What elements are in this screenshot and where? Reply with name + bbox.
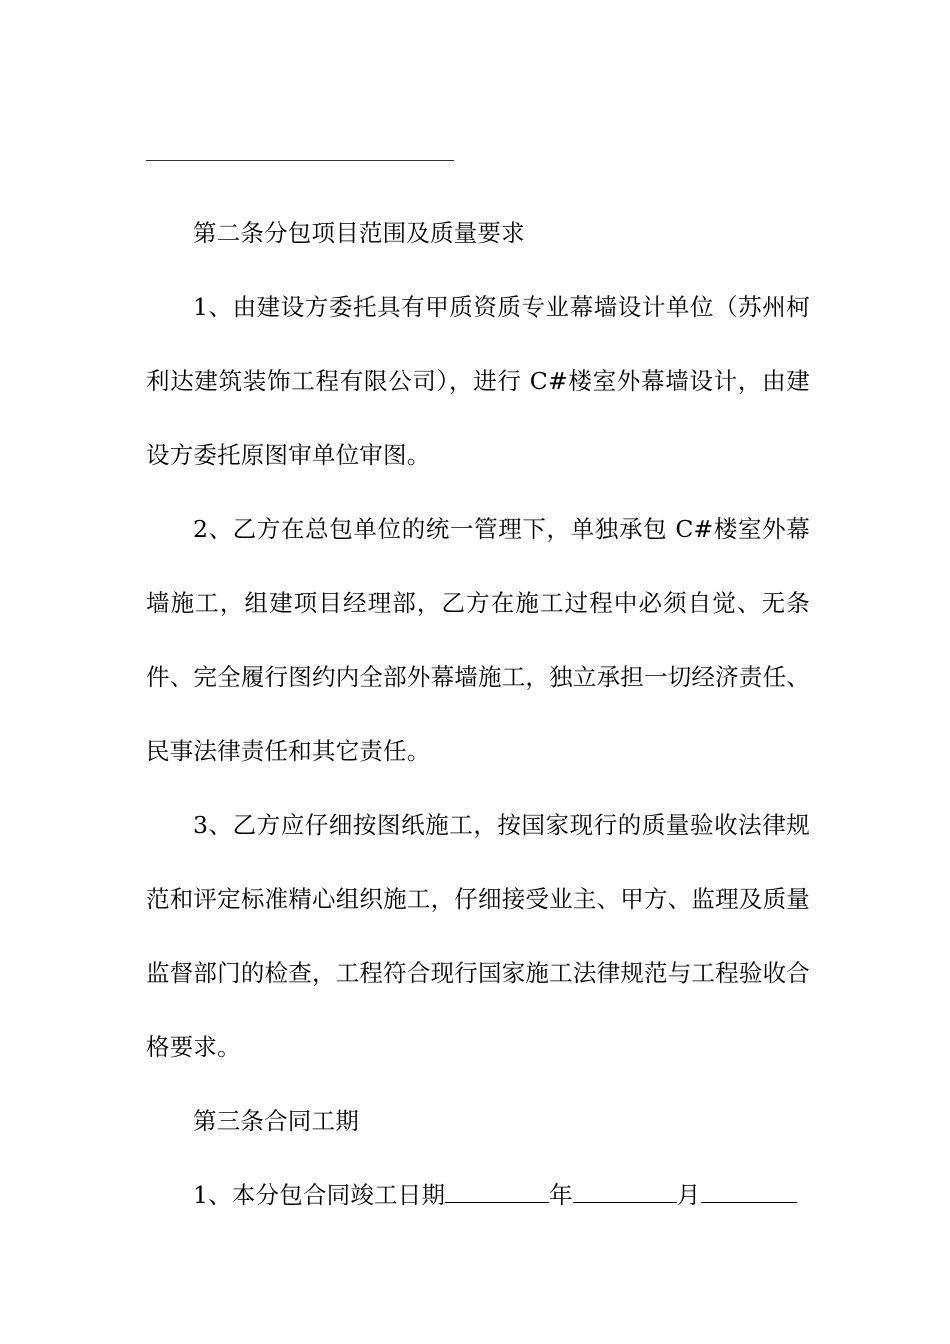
- article-2-item-2: 2、乙方在总包单位的统一管理下，单独承包 C#楼室外幕墙施工，组建项目经理部，乙方在施工过程中必须自觉、无条件、完全履行图约内全部外幕墙施工，独立承担一切经济责任、民事法律责任和其它责任。: [146, 515, 810, 765]
- day-blank-field[interactable]: [701, 1178, 797, 1203]
- month-label: 月: [676, 1181, 701, 1209]
- article-3-item-1: [146, 1158, 810, 1232]
- article-2-item-1: 1、由建设方委托具有甲质资质专业幕墙设计单位（苏州柯利达建筑装饰工程有限公司），进行 C#楼室外幕墙设计，由建设方委托原图审单位审图。: [146, 293, 810, 469]
- article-2-heading: 第二条分包项目范围及质量要求: [193, 219, 525, 247]
- top-divider-line: [146, 160, 454, 161]
- year-label: 年: [549, 1181, 573, 1209]
- article-3-heading: 第三条合同工期: [193, 1107, 359, 1135]
- year-blank-field[interactable]: [445, 1178, 549, 1203]
- month-blank-field[interactable]: [573, 1178, 677, 1203]
- article-2-item-3: 3、乙方应仔细按图纸施工，按国家现行的质量验收法律规范和评定标准精心组织施工，仔细接受业主、甲方、监理及质量监督部门的检查，工程符合现行国家施工法律规范与工程验收合格要求。: [146, 811, 810, 1061]
- completion-date-prefix: 1、本分包合同竣工日期: [193, 1181, 446, 1209]
- document-body: [146, 196, 810, 1232]
